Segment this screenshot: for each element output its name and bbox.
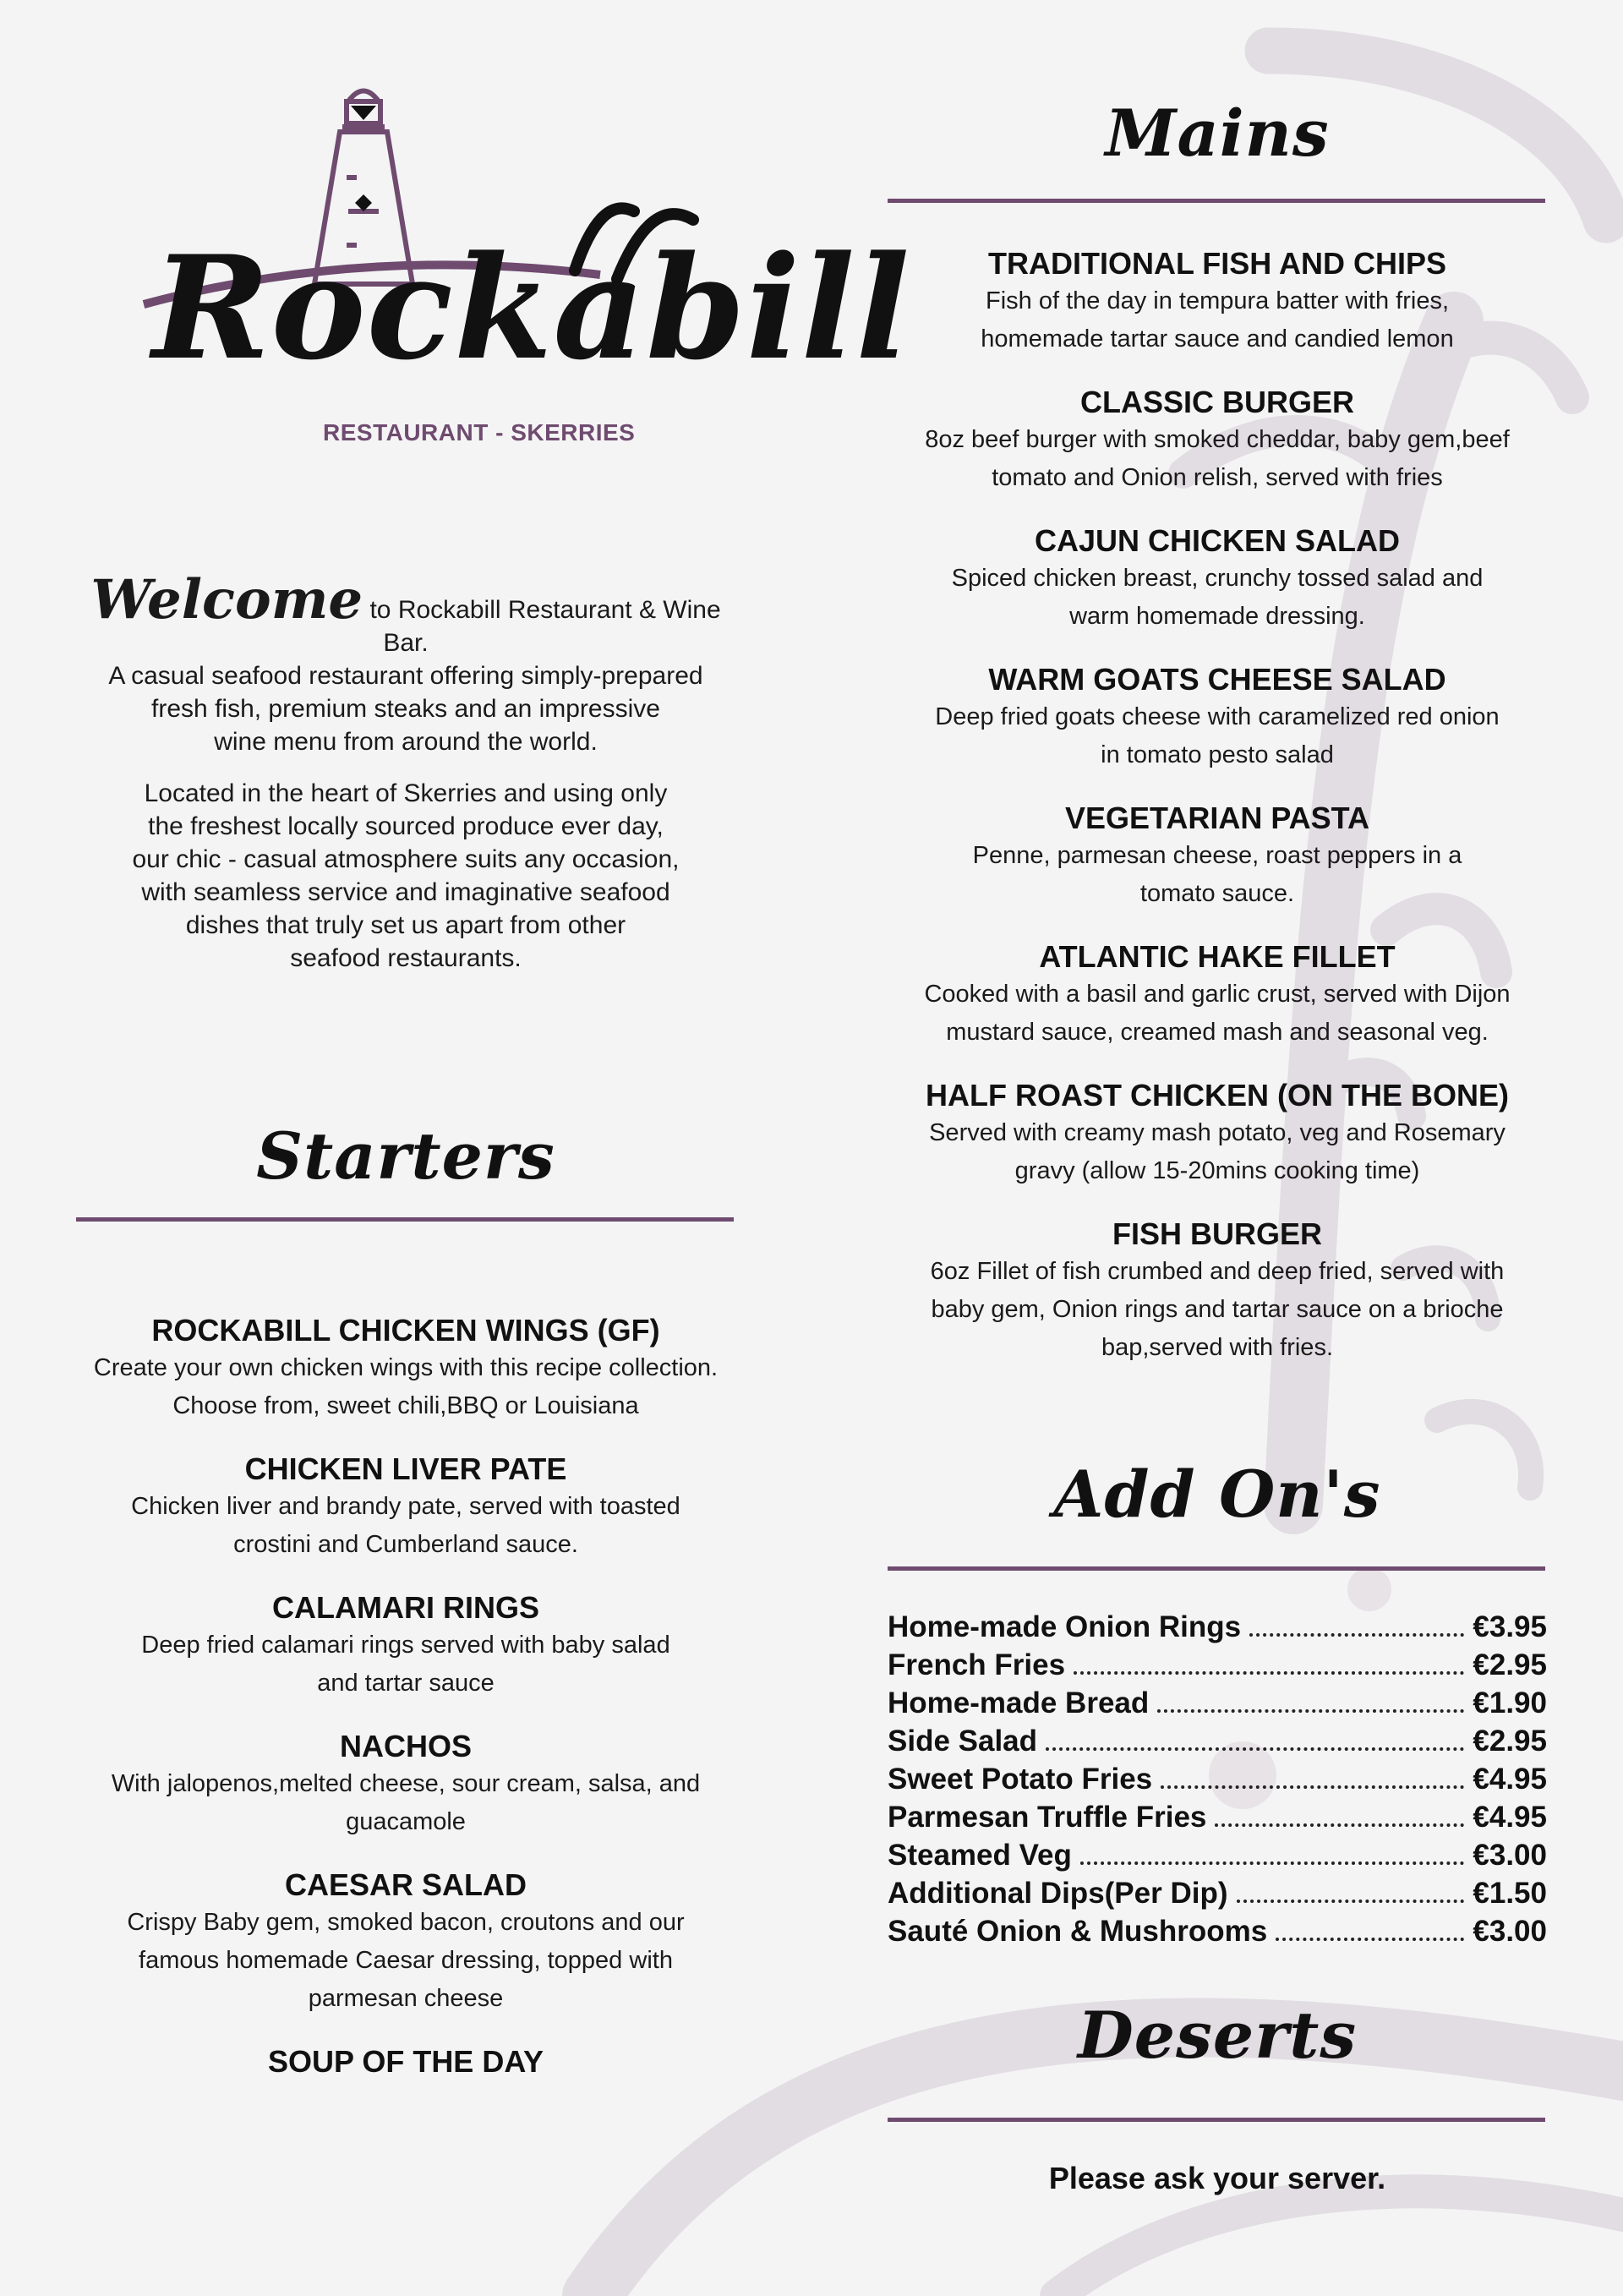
menu-item xyxy=(76,1867,735,2018)
addon-row xyxy=(888,1912,1547,1950)
addon-name: Side Salad xyxy=(888,1725,1038,1758)
mains-divider xyxy=(888,199,1545,203)
addon-price: €4.95 xyxy=(1473,1763,1547,1796)
addon-name: Home-made Onion Rings xyxy=(888,1610,1242,1643)
menu-item xyxy=(888,938,1547,1052)
menu-item-name: ATLANTIC HAKE FILLET xyxy=(1039,939,1396,974)
starters-list xyxy=(76,1312,735,2106)
addon-price: €1.90 xyxy=(1473,1686,1547,1719)
menu-item-description: With jalopenos,melted cheese, sour cream, salsa, and xyxy=(111,1770,701,1797)
menu-item-description: tomato and Onion relish, served with fries xyxy=(992,464,1443,491)
menu-item-name: TRADITIONAL FISH AND CHIPS xyxy=(987,246,1446,281)
menu-item-description: and tartar sauce xyxy=(317,1670,495,1697)
menu-item-description: Choose from, sweet chili,BBQ or Louisiana xyxy=(172,1392,639,1419)
addon-name: Steamed Veg xyxy=(888,1839,1072,1872)
addon-price: €3.95 xyxy=(1473,1610,1547,1643)
menu-item xyxy=(888,1077,1547,1190)
menu-item-description: Penne, parmesan cheese, roast peppers in a xyxy=(972,842,1462,869)
menu-item-description: Fish of the day in tempura batter with fries, xyxy=(985,287,1450,314)
welcome-text xyxy=(76,568,735,993)
deserts-heading: Deserts xyxy=(1077,1998,1358,2073)
menu-item-description: baby gem, Onion rings and tartar sauce on a brioche xyxy=(931,1296,1504,1323)
menu-item xyxy=(888,522,1547,636)
menu-item-description: homemade tartar sauce and candied lemon xyxy=(981,325,1454,353)
starters-divider xyxy=(76,1217,734,1222)
addons-list xyxy=(888,1608,1547,1950)
menu-item-name: CAESAR SALAD xyxy=(284,1867,527,1902)
menu-item xyxy=(888,1216,1547,1367)
deserts-note: Please ask your server. xyxy=(1048,2161,1386,2195)
menu-item-name: SOUP OF THE DAY xyxy=(267,2044,544,2079)
dot-leader xyxy=(1080,1861,1465,1865)
dot-leader xyxy=(1215,1823,1464,1827)
menu-item-name: ROCKABILL CHICKEN WINGS (GF) xyxy=(151,1313,660,1348)
menu-item-description: Cooked with a basil and garlic crust, served with Dijon xyxy=(924,981,1511,1008)
menu-item xyxy=(888,245,1547,358)
addon-row xyxy=(888,1684,1547,1722)
menu-item xyxy=(888,661,1547,774)
addon-price: €4.95 xyxy=(1473,1801,1547,1834)
dot-leader xyxy=(1161,1785,1464,1789)
menu-item xyxy=(76,1312,735,1425)
menu-item xyxy=(76,1589,735,1703)
welcome-line: dishes that truly set us apart from other xyxy=(185,911,626,939)
dot-leader xyxy=(1237,1900,1465,1903)
menu-item-description: 8oz beef burger with smoked cheddar, baby gem,beef xyxy=(925,426,1510,453)
welcome-lead: to Rockabill Restaurant & Wine Bar. xyxy=(369,596,721,657)
welcome-line: Located in the heart of Skerries and using only xyxy=(144,779,668,807)
menu-item-name: CLASSIC BURGER xyxy=(1079,385,1355,419)
addon-price: €2.95 xyxy=(1473,1648,1547,1681)
menu-item-name: HALF ROAST CHICKEN (ON THE BONE) xyxy=(926,1078,1509,1112)
welcome-line: fresh fish, premium steaks and an impressive xyxy=(151,695,660,723)
menu-item-description: tomato sauce. xyxy=(1139,880,1295,907)
addon-row xyxy=(888,1836,1547,1874)
welcome-line: wine menu from around the world. xyxy=(214,728,598,756)
addon-name: Parmesan Truffle Fries xyxy=(888,1801,1207,1834)
dot-leader xyxy=(1046,1747,1464,1751)
dot-leader xyxy=(1157,1709,1464,1713)
addon-name: Sauté Onion & Mushrooms xyxy=(888,1915,1268,1948)
addon-name: Additional Dips(Per Dip) xyxy=(888,1877,1228,1910)
restaurant-logo xyxy=(110,76,911,456)
menu-item-description: Served with creamy mash potato, veg and Rosemary xyxy=(929,1119,1506,1146)
mains-list xyxy=(888,245,1547,1392)
menu-item-description: mustard sauce, creamed mash and seasonal veg. xyxy=(946,1019,1489,1046)
addon-row xyxy=(888,1874,1547,1912)
menu-item-name: CHICKEN LIVER PATE xyxy=(244,1451,567,1486)
dot-leader xyxy=(1074,1671,1464,1675)
addon-price: €2.95 xyxy=(1473,1725,1547,1758)
welcome-line: A casual seafood restaurant offering simply-prepared xyxy=(108,662,703,690)
menu-item-name: CALAMARI RINGS xyxy=(272,1590,539,1625)
menu-item-name: NACHOS xyxy=(339,1729,472,1763)
menu-item-description: warm homemade dressing. xyxy=(1069,603,1365,630)
addon-row xyxy=(888,1722,1547,1760)
starters-heading: Starters xyxy=(256,1118,555,1194)
addon-row xyxy=(888,1608,1547,1646)
menu-item xyxy=(888,800,1547,913)
menu-item-description: Crispy Baby gem, smoked bacon, croutons and our xyxy=(127,1909,685,1936)
menu-item-description: gravy (allow 15-20mins cooking time) xyxy=(1014,1157,1420,1184)
menu-item-description: Create your own chicken wings with this recipe collection. xyxy=(93,1354,719,1381)
menu-item xyxy=(76,1728,735,1841)
menu-item-name: WARM GOATS CHEESE SALAD xyxy=(988,662,1446,697)
addon-name: Sweet Potato Fries xyxy=(888,1763,1153,1796)
menu-item-description: crostini and Cumberland sauce. xyxy=(233,1531,578,1558)
dot-leader xyxy=(1249,1633,1464,1637)
menu-item-description: bap,served with fries. xyxy=(1101,1334,1333,1361)
menu-item-description: Deep fried goats cheese with caramelized red onion xyxy=(935,703,1500,730)
welcome-line: the freshest locally sourced produce ever day, xyxy=(148,812,664,840)
welcome-line: seafood restaurants. xyxy=(290,944,522,972)
menu-item-description: guacamole xyxy=(346,1808,466,1835)
menu-item-description: Chicken liver and brandy pate, served with toasted xyxy=(131,1493,680,1520)
addon-price: €3.00 xyxy=(1473,1839,1547,1872)
menu-item-name: FISH BURGER xyxy=(1112,1216,1322,1251)
dot-leader xyxy=(1276,1938,1464,1941)
welcome-line: with seamless service and imaginative seafood xyxy=(141,878,670,906)
addons-divider xyxy=(888,1566,1545,1571)
welcome-line: our chic - casual atmosphere suits any occasion, xyxy=(132,845,680,873)
menu-item xyxy=(76,2043,735,2080)
addon-name: Home-made Bread xyxy=(888,1686,1150,1719)
menu-item xyxy=(888,384,1547,497)
addon-price: €1.50 xyxy=(1473,1877,1547,1910)
menu-item-description: famous homemade Caesar dressing, topped with xyxy=(139,1947,673,1974)
mains-heading: Mains xyxy=(1105,96,1330,171)
addons-heading: Add On's xyxy=(1053,1457,1381,1532)
menu-item xyxy=(76,1451,735,1564)
menu-item-description: in tomato pesto salad xyxy=(1101,741,1334,768)
addon-row xyxy=(888,1760,1547,1798)
logo-subtitle: RESTAURANT - SKERRIES xyxy=(323,419,636,446)
logo-wordmark: Rockabill xyxy=(152,224,911,391)
addon-price: €3.00 xyxy=(1473,1915,1547,1948)
addon-name: French Fries xyxy=(888,1648,1066,1681)
deserts-divider xyxy=(888,2118,1545,2122)
addon-row xyxy=(888,1646,1547,1684)
menu-item-description: 6oz Fillet of fish crumbed and deep fried, served with xyxy=(930,1258,1505,1285)
menu-item-description: Spiced chicken breast, crunchy tossed salad and xyxy=(951,565,1484,592)
menu-item-name: CAJUN CHICKEN SALAD xyxy=(1034,523,1401,558)
addon-row xyxy=(888,1798,1547,1836)
menu-item-description: parmesan cheese xyxy=(308,1985,504,2012)
menu-item-name: VEGETARIAN PASTA xyxy=(1064,801,1370,835)
welcome-script-word: Welcome xyxy=(90,568,363,631)
menu-item-description: Deep fried calamari rings served with baby salad xyxy=(141,1632,670,1659)
